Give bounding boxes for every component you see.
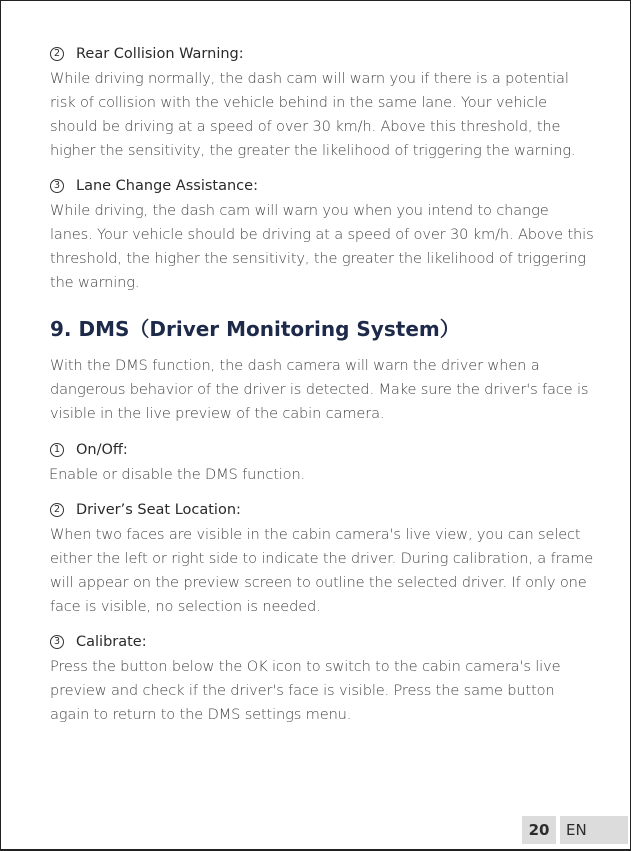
section-heading	[50, 631, 595, 653]
section-title: Calibrate:	[76, 634, 147, 650]
section-title: Lane Change Assistance:	[76, 178, 258, 194]
page-number: 20	[522, 816, 556, 844]
section-title: On/Off:	[76, 442, 128, 458]
circled-number: 1	[50, 443, 64, 457]
section-heading	[50, 43, 595, 65]
page-footer	[522, 816, 628, 844]
dms-item-on-off	[50, 439, 595, 487]
circled-number: 3	[50, 635, 64, 649]
section-body: When two faces are visible in the cabin camera's live view, you can select either the left or right side to indicate the driver. During calibration, a frame will appear on the preview screen to outline the selected driver. If only one face is visible, no selection is needed.	[50, 526, 594, 615]
dms-intro: With the DMS function, the dash camera will warn the driver when a dangerous behavior of the driver is detected. Make sure the driver's face is visible in the live preview of the cabin camera.	[50, 357, 589, 422]
circled-number: 2	[50, 47, 64, 61]
dms-item-calibrate	[50, 631, 595, 727]
page-content	[50, 43, 595, 727]
section-heading	[50, 175, 595, 197]
section-body: While driving, the dash cam will warn you when you intend to change lanes. Your vehicle should be driving at a speed of over 30 km/h. Above this threshold, the higher the sensitivity, the greater the likelihood of triggering the warning.	[50, 202, 594, 291]
language-tag: EN	[560, 816, 628, 844]
section-rear-collision	[50, 43, 595, 163]
section-body: Enable or disable the DMS function.	[49, 466, 306, 483]
circled-number: 3	[50, 179, 64, 193]
dms-heading: 9. DMS（Driver Monitoring System）	[50, 317, 460, 341]
circled-number: 2	[50, 503, 64, 517]
section-title: Rear Collision Warning:	[76, 46, 244, 62]
section-heading	[50, 439, 595, 461]
section-heading	[50, 499, 595, 521]
section-title: Driver’s Seat Location:	[76, 502, 241, 518]
dms-item-seat-location	[50, 499, 595, 619]
section-body: Press the button below the OK icon to switch to the cabin camera's live preview and check if the driver's face is visible. Press the same button again to return to the DMS settings menu.	[50, 658, 561, 723]
section-body: While driving normally, the dash cam will warn you if there is a potential risk of collision with the vehicle behind in the same lane. Your vehicle should be driving at a speed of over 30 km/h. Above this threshold, the higher the sensitivity, the greater the likelihood of triggering the warning.	[50, 70, 576, 159]
section-lane-change	[50, 175, 595, 295]
